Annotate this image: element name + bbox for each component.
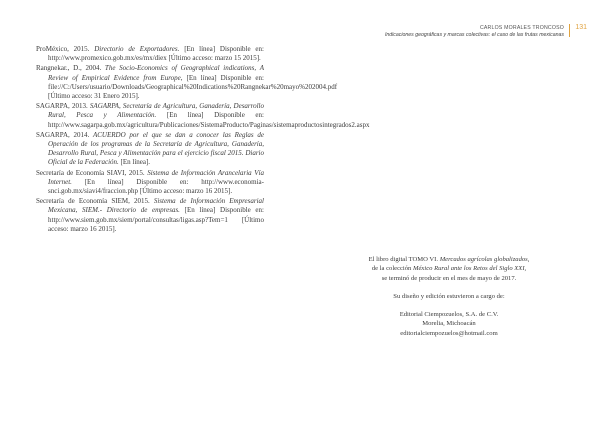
reference-source: [En línea]. — [118, 158, 151, 167]
reference-author: Rangnekar., D., 2004. — [36, 64, 105, 73]
spacer — [334, 301, 564, 310]
reference-entry — [36, 45, 264, 63]
right-page — [300, 0, 600, 440]
page-number: 131 — [575, 24, 587, 31]
colophon-line — [334, 255, 564, 264]
reference-entry — [36, 102, 370, 130]
bibliography — [36, 45, 370, 234]
publisher-email: editorialciempozuelos@hotmail.com — [400, 329, 498, 337]
reference-entry — [36, 169, 264, 197]
reference-author: ProMéxico, 2015. — [36, 45, 95, 53]
reference-entry — [36, 64, 338, 101]
reference-entry — [36, 131, 264, 168]
reference-title: SAGARPA, Secretaría de Agricultura, Ganadería, Desarrollo Rural, Pesca y Alimentación. — [48, 102, 264, 120]
reference-author: SAGARPA, 2014. — [36, 130, 93, 139]
reference-source: [En línea] Disponible en: http://www.promexico.gob.mx/es/mx/diex [Último acceso: marzo 15 2015]. — [48, 45, 264, 63]
spacer — [334, 283, 564, 292]
reference-author: Secretaría de Economía SIAVI, 2015. — [36, 168, 148, 177]
reference-source: [En línea] Disponible en: http://www.siem.gob.mx/siem/portal/consultas/ligas.asp?Tem=1 [Último acceso: marzo 16 2015]. — [48, 206, 264, 233]
collection-title: México Rural ante los Retos del Siglo XXI, — [413, 265, 527, 273]
reference-source: [En línea] Disponible en: file://C:/Users/usuario/Downloads/Geographical%20Indications%20Rangnekar%20mayo%202004.pdf [Último acceso: 31 Enero 2015]. — [48, 73, 338, 101]
colophon-text: de la colección — [371, 265, 414, 273]
reference-author: SAGARPA, 2013. — [36, 102, 90, 111]
publisher-city: Morelia, Michoacán — [422, 320, 476, 328]
header-divider — [569, 24, 570, 37]
reference-author: Secretaría de Economía SIEM, 2015. — [36, 197, 154, 206]
colophon-text: El libro digital TOMO VI. — [368, 256, 440, 263]
header-subtitle: Indicaciones geográficas y marcas colectivas: el caso de las frutas mexicanas — [384, 32, 564, 38]
colophon-line: se terminó de producir en el mes de mayo de 2017. — [381, 274, 517, 282]
colophon-line — [334, 264, 564, 273]
reference-title: ACUERDO por el que se dan a conocer las Reglas de Operación de los programas de la Secretaría de Agricultura, Ganadería, Desarrollo Rural, Pesca y Alimentación para el ejercicio fiscal 2015. Diario Oficial de la Federación. — [48, 130, 264, 167]
publisher-name: Editorial Ciempozuelos, S.A. de C.V. — [399, 311, 499, 319]
header-author: CARLOS MORALES TRONCOSO — [479, 25, 564, 31]
reference-title: Sistema de Información Empresarial Mexicana, SIEM.- Directorio de empresas. — [48, 197, 264, 215]
colophon-line: Su diseño y edición estuvieron a cargo de: — [393, 292, 505, 300]
reference-entry — [36, 197, 264, 234]
book-title: Mercados agrícolas globalizados, — [439, 256, 530, 263]
reference-title: Sistema de Información Arancelaria Vía Internet. — [48, 168, 264, 186]
running-header — [385, 25, 564, 39]
reference-source: [En línea] Disponible en: http://www.economia-snci.gob.mx/siavi4/fraccion.php [Último acceso: marzo 16 2015]. — [48, 177, 264, 196]
reference-source: [En línea] Disponible en: http://www.sagarpa.gob.mx/agricultura/Publicaciones/SistemaProducto/Paginas/sistemaproductosintegrados2.aspx — [48, 111, 370, 129]
colophon — [334, 255, 564, 338]
reference-title: The Socio-Economics of Geographical indications, A Review of Empirical Evidence from Europe, — [48, 64, 264, 82]
reference-title: Directorio de Exportadores. — [94, 45, 180, 53]
